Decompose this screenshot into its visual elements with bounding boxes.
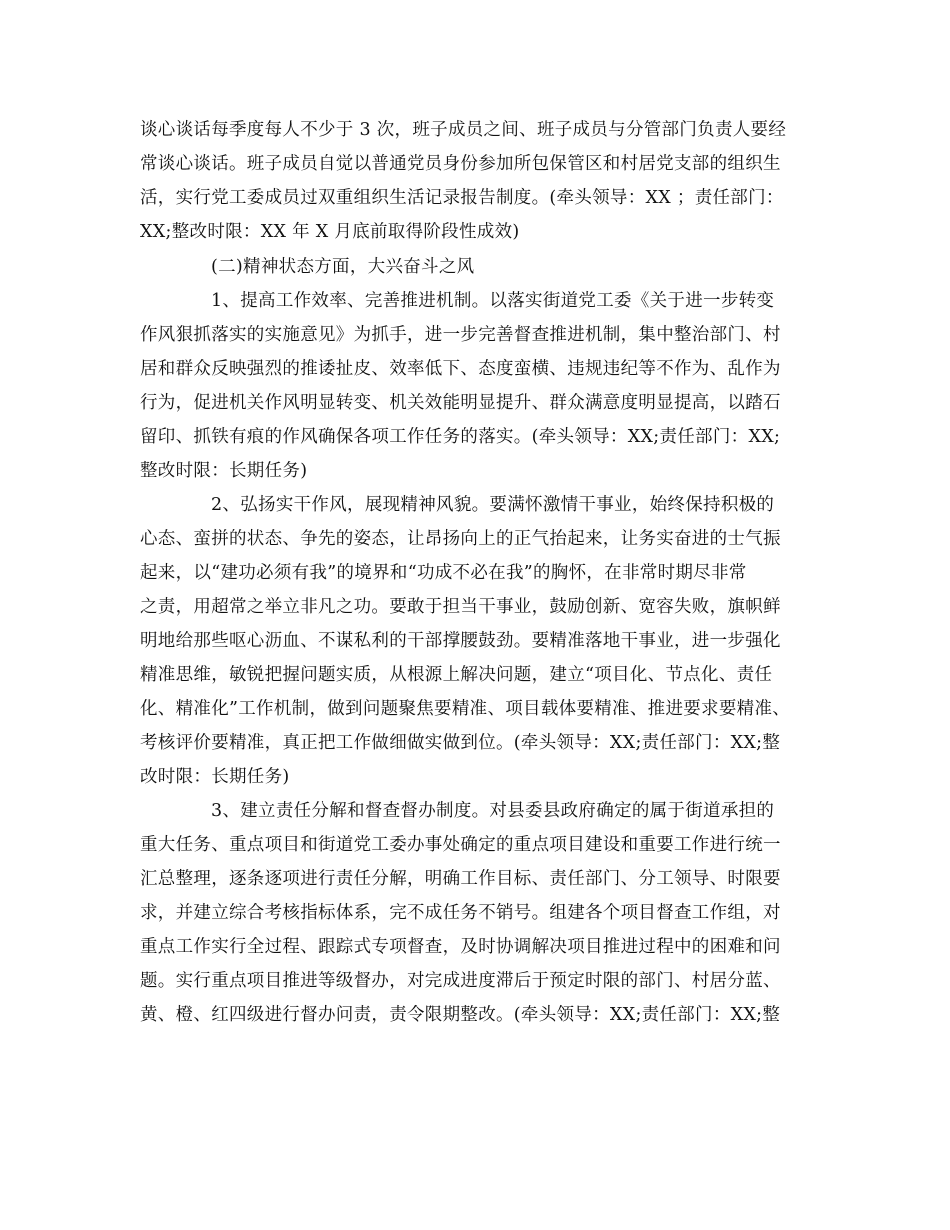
text-line: 求，并建立综合考核指标体系，完不成任务不销号。组建各个项目督查工作组，对	[140, 903, 781, 923]
text-line: 明地给那些呕心沥血、不谋私利的干部撑腰鼓劲。要精准落地干事业，进一步强化	[140, 631, 781, 651]
text-line: 居和群众反映强烈的推诿扯皮、效率低下、态度蛮横、违规违纪等不作为、乱作为	[140, 359, 781, 379]
text-line: 精准思维，敏锐把握问题实质，从根源上解决问题，建立“项目化、节点化、责任	[140, 665, 773, 685]
text-line: 汇总整理，逐条逐项进行责任分解，明确工作目标、责任部门、分工领导、时限要	[140, 869, 781, 889]
text-line: 黄、橙、红四级进行督办问责，责令限期整改。(牵头领导：XX;责任部门：XX;整	[140, 1005, 781, 1025]
text-line: 心态、蛮拼的状态、争先的姿态，让昂扬向上的正气抬起来，让务实奋进的士气振	[140, 529, 781, 549]
text-line: 3、建立责任分解和督查督办制度。对县委县政府确定的属于街道承担的	[211, 801, 775, 821]
text-line: 改时限：长期任务)	[140, 767, 290, 787]
text-line: 留印、抓铁有痕的作风确保各项工作任务的落实。(牵头领导：XX;责任部门：XX;	[140, 427, 781, 447]
text-line: 之责，用超常之举立非凡之功。要敢于担当干事业，鼓励创新、宽容失败，旗帜鲜	[140, 597, 781, 617]
text-line: 谈心谈话每季度每人不少于 3 次，班子成员之间、班子成员与分管部门负责人要经	[140, 120, 787, 140]
text-line: 常谈心谈话。班子成员自觉以普通党员身份参加所包保管区和村居党支部的组织生	[140, 154, 781, 174]
text-line: 活，实行党工委成员过双重组织生活记录报告制度。(牵头领导：XX ；责任部门：	[140, 188, 784, 208]
text-line: 题。实行重点项目推进等级督办，对完成进度滞后于预定时限的部门、村居分蓝、	[140, 971, 781, 991]
text-line: 考核评价要精准，真正把工作做细做实做到位。(牵头领导：XX;责任部门：XX;整	[140, 733, 781, 753]
text-line: XX;整改时限：XX 年 X 月底前取得阶段性成效)	[140, 222, 520, 242]
text-line: 行为，促进机关作风明显转变、机关效能明显提升、群众满意度明显提高，以踏石	[140, 393, 781, 413]
text-line: 化、精准化”工作机制，做到问题聚焦要精准、项目载体要精准、推进要求要精准、	[140, 699, 791, 719]
text-line: 整改时限：长期任务)	[140, 461, 308, 481]
text-line: 起来，以“建功必须有我”的境界和“功成不必在我”的胸怀，在非常时期尽非常	[140, 563, 747, 583]
section-heading: (二)精神状态方面，大兴奋斗之风	[211, 257, 475, 277]
text-line: 重大任务、重点项目和街道党工委办事处确定的重点项目建设和重要工作进行统一	[140, 835, 781, 855]
text-line: 作风狠抓落实的实施意见》为抓手，进一步完善督查推进机制，集中整治部门、村	[140, 325, 781, 345]
text-line: 重点工作实行全过程、跟踪式专项督查，及时协调解决项目推进过程中的困难和问	[140, 937, 781, 957]
text-line: 1、提高工作效率、完善推进机制。以落实街道党工委《关于进一步转变	[211, 291, 775, 311]
text-line: 2、弘扬实干作风，展现精神风貌。要满怀激情干事业，始终保持积极的	[211, 495, 775, 515]
